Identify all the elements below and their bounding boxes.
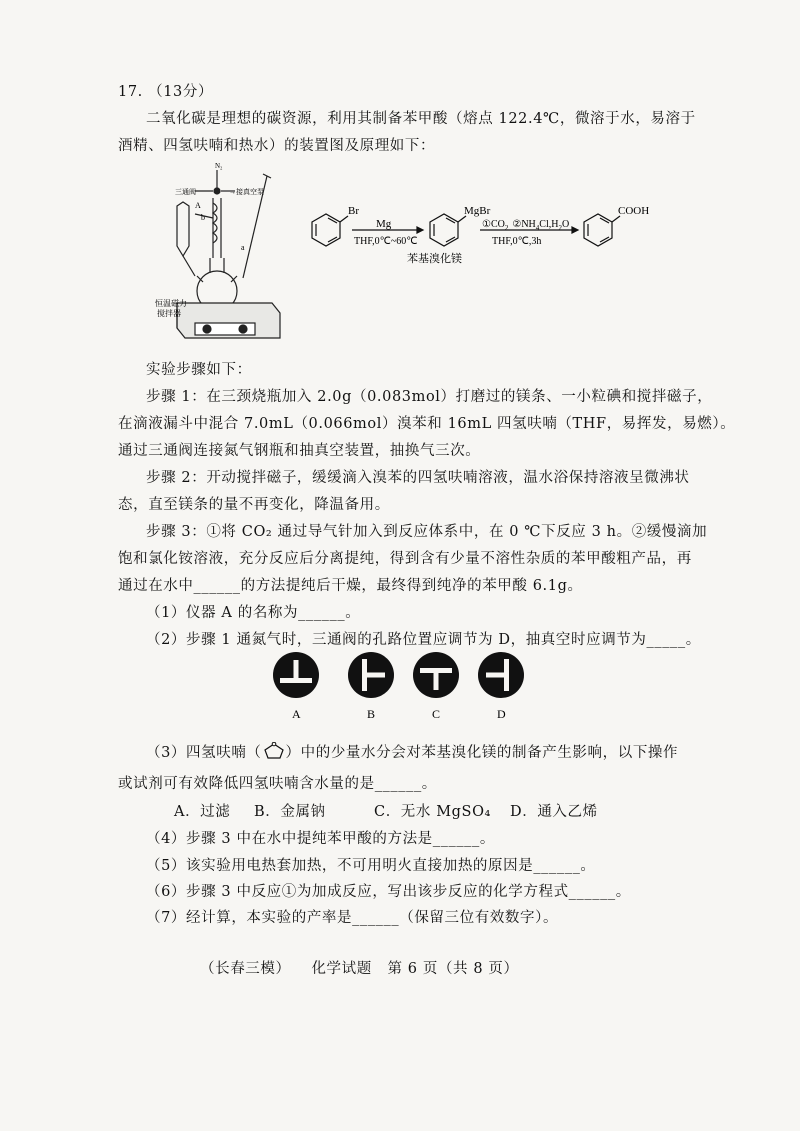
intro-line-2: 酒精、四氢呋喃和热水）的装置图及原理如下： [118,138,436,154]
intermediate-name: 苯基溴化镁 [407,253,462,265]
procedure-line: 通过三通阀连接氮气钢瓶和抽真空装置，抽换气三次。 [118,443,481,459]
procedure-heading: 实验步骤如下： [146,362,252,378]
intro-line-1: 二氧化碳是理想的碳资源，利用其制备苯甲酸（熔点 122.4℃，微溶于水，易溶于 [146,111,696,127]
instrument-a-label: A [195,201,201,210]
cooh-label: COOH [618,205,650,217]
procedure-line: 步骤 3：①将 CO₂ 通过导气针加入到反应体系中，在 0 ℃下反应 3 h。②缓慢滴加 [146,524,708,540]
footer-page: 第 6 页（共 8 页） [387,961,519,977]
step1-reagent: Mg [376,218,392,230]
step2-condition: THF,0℃,3h [492,236,542,247]
question-3-line-1: （3）四氢呋喃（ ）中的少量水分会对苯基溴化镁的制备产生影响，以下操作 [146,741,678,762]
three-way-valve-icon [214,188,220,194]
question-2: （2）步骤 1 通氮气时，三通阀的孔路位置应调节为 D，抽真空时应调节为_____。 [146,632,701,648]
question-score: （13分） [148,84,214,100]
question-4: （4）步骤 3 中在水中提纯苯甲酸的方法是______。 [146,831,495,847]
valve-label: B [367,707,376,721]
procedure-line: 态，直至镁条的量不再变化，降温备用。 [118,497,390,513]
valve-label: C [432,707,441,721]
q3-option-b: B．金属钠 [254,804,326,820]
page-footer [200,957,519,978]
thf-ring-icon [262,742,286,760]
step2-reagents: $①CO_2$ $②NH_4Cl,H_2O$ [482,219,570,232]
q3-option-c: C．无水 MgSO₄ [374,804,491,820]
mgbr-label: MgBr [464,205,491,217]
port-a-label: a [241,243,245,252]
valve-label: A [292,707,301,721]
procedure-line: 步骤 1：在三颈烧瓶加入 2.0g（0.083mol）打磨过的镁条、一小粒碘和搅拌磁子， [146,389,713,405]
valve-label: D [497,707,506,721]
reaction-scheme [292,200,692,280]
question-number: 17. （13分） [118,84,214,100]
procedure-line: 饱和氯化铵溶液，充分反应后分离提纯，得到含有少量不溶性杂质的苯甲酸粗产品，再 [118,551,692,567]
question-7: （7）经计算，本实验的产率是______（保留三位有效数字）。 [146,910,559,926]
valve-options-figure [260,650,540,725]
br-label: Br [348,205,359,217]
q3-option-a: A．过滤 [174,804,231,820]
vacuum-label: →接真空泵 [229,188,264,196]
procedure-line: 步骤 2：开动搅拌磁子，缓缓滴入溴苯的四氢呋喃溶液，温水浴保持溶液呈微沸状 [146,470,690,486]
n2-label: N₂ [215,162,223,170]
footer-subject: 化学试题 [311,961,372,977]
question-5: （5）该实验用电热套加热，不可用明火直接加热的原因是______。 [146,858,596,874]
procedure-line: 通过在水中______的方法提纯后干燥，最终得到纯净的苯甲酸 6.1g。 [118,578,583,594]
stirrer-label-1: 恒温磁力 [155,299,187,308]
footer-source: （长春三模） [200,961,291,977]
valve-label: 三通阀 [175,188,196,196]
port-b-label: b [201,213,205,222]
procedure-line: 在滴液漏斗中混合 7.0mL（0.066mol）溴苯和 16mL 四氢呋喃（THF，易挥发，易燃）。 [118,416,736,432]
question-1: （1）仪器 A 的名称为______。 [146,605,361,621]
question-6: （6）步骤 3 中反应①为加成反应，写出该步反应的化学方程式______。 [146,884,631,900]
question-3-line-2: 或试剂可有效降低四氢呋喃含水量的是______。 [118,776,437,792]
step1-condition: THF,0℃~60℃ [354,236,418,247]
apparatus-figure [155,158,285,353]
stirrer-label-2: 搅拌器 [157,309,181,318]
q3-option-d: D．通入乙烯 [510,804,598,820]
